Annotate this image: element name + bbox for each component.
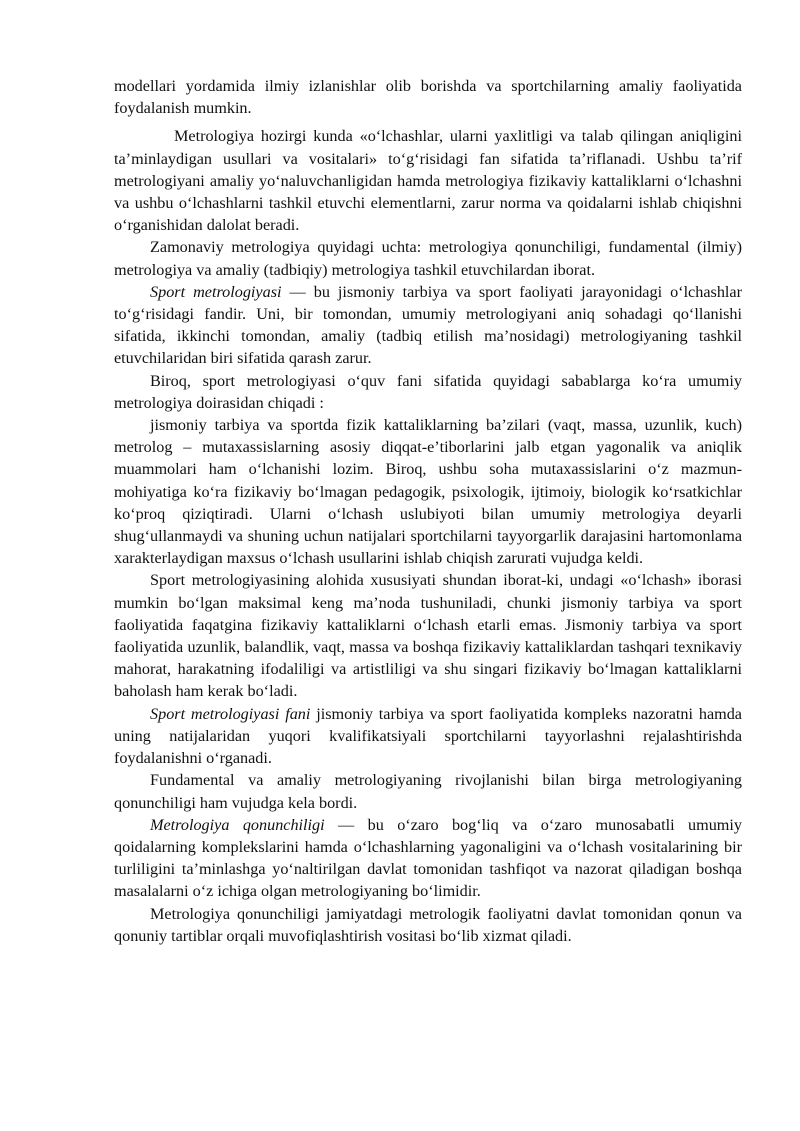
paragraph-legislation [114, 814, 742, 903]
term-sport-metrology: Sport metrologiyasi [150, 282, 282, 301]
document-page [114, 75, 742, 947]
paragraph-feature: Sport metrologiyasining alohida xususiyati shundan iborat-ki, undagi «oʻlchash» iborasi mumkin boʻlgan maksimal keng maʼnoda tushuniladi, chunki jismoniy tarbiya va sport faoliyatida faqatgina fizikaviy kattaliklarni oʻlchash etarli emas. Jismoniy tarbiya va sport faoliyatida uzunlik, balandlik, vaqt, massa va boshqa fizikaviy kattaliklardan tashqari texnikaviy mahorat, harakatning ifodaliligi va artistliligi va shu singari fizikaviy boʻlmagan kattaliklarni baholash ham kerak boʻladi. [114, 571, 742, 701]
paragraph-continuation: modellari yordamida ilmiy izlanishlar olib borishda va sportchilarning amaliy faoliyatida foydalanish mumkin. [114, 77, 742, 118]
paragraph-sport-metrology [114, 281, 742, 370]
paragraph-sport-metrology-science [114, 703, 742, 770]
paragraph-text: — bu oʻzaro bogʻliq va oʻzaro munosabatli umumiy qoidalarning komplekslarini hamda oʻlchashlarning yagonaligini va oʻlchash vositalarining bir turliligini taʼminlashga yoʻnaltirilgan davlat tomonidan tashfiqot va nazorat qiladigan boshqa masalalarni oʻz ichiga olgan metrologiyaning boʻlimidir. [114, 815, 742, 901]
paragraph-modern-metrology: Zamonaviy metrologiya quyidagi uchta: metrologiya qonunchiligi, fundamental (ilmiy) metrologiya va amaliy (tadbiqiy) metrologiya tashkil etuvchilardan iborat. [114, 238, 742, 279]
paragraph-development: Fundamental va amaliy metrologiyaning rivojlanishi bilan birga metrologiyaning qonunchiligi ham vujudga kela bordi. [114, 771, 742, 812]
term-sport-metrology-science: Sport metrologiyasi fani [150, 704, 311, 723]
paragraph-metrology-definition: Metrologiya hozirgi kunda «oʻlchashlar, ularni yaxlitligi va talab qilingan aniqligini taʼminlaydigan usullari va vositalari» toʻgʻrisidagi fan sifatida taʼriflanadi. Ushbu taʼrif metrologiyani amaliy yoʻnaluvchanligidan hamda metrologiya fizikaviy kattaliklarni oʻlchashni va ushbu oʻlchashlarni tashkil etuvchi elementlarni, zarur norma va qoidalarni ishlab chiqishni oʻrganishidan dalolat beradi. [114, 127, 742, 235]
paragraph-text: — bu jismoniy tarbiya va sport faoliyati jarayonidagi oʻlchashlar toʻgʻrisidagi fandir. Uni, bir tomondan, umumiy metrologiyani aniq sohadagi qoʻllanishi sifatida, ikkinchi tomondan, amaliy (tadbiq etilish maʼnosidagi) metrologiyaning tashkil etuvchilaridan biri sifatida qarash zarur. [114, 282, 742, 368]
term-metrology-legislation: Metrologiya qonunchiligi [150, 815, 325, 834]
paragraph-legislation-role: Metrologiya qonunchiligi jamiyatdagi metrologik faoliyatni davlat tomonidan qonun va qonuniy tartiblar orqali muvofiqlashtirish vositasi boʻlib xizmat qiladi. [114, 904, 742, 945]
paragraph-reasons: Biroq, sport metrologiyasi oʻquv fani sifatida quyidagi sabablarga koʻra umumiy metrologiya doirasidan chiqadi : [114, 371, 742, 412]
paragraph-text: jismoniy tarbiya va sport faoliyatida kompleks nazoratni hamda uning natijalaridan yuqori kvalifikatsiyali sportchilarni tayyorlashni rejalashtirishda foydalanishni oʻrganadi. [114, 704, 742, 768]
paragraph-physical-quantities: jismoniy tarbiya va sportda fizik kattaliklarning baʼzilari (vaqt, massa, uzunlik, kuch) metrolog – mutaxassislarning asosiy diqqat-eʼtiborlarini jalb etgan yagonalik va aniqlik muammolari ham oʻlchanishi lozim. Biroq, ushbu soha mutaxassislarini oʻz mazmun-mohiyatiga koʻra fizikaviy boʻlmagan pedagogik, psixologik, ijtimoiy, biologik koʻrsatkichlar koʻproq qiziqtiradi. Ularni oʻlchash uslubiyoti bilan umumiy metrologiya deyarli shugʻullanmaydi va shuning uchun natijalari sportchilarni tayyorgarlik darajasini hartomonlama xarakterlaydigan maxsus oʻlchash usullarini ishlab chiqish zarurati vujudga keldi. [114, 416, 742, 568]
